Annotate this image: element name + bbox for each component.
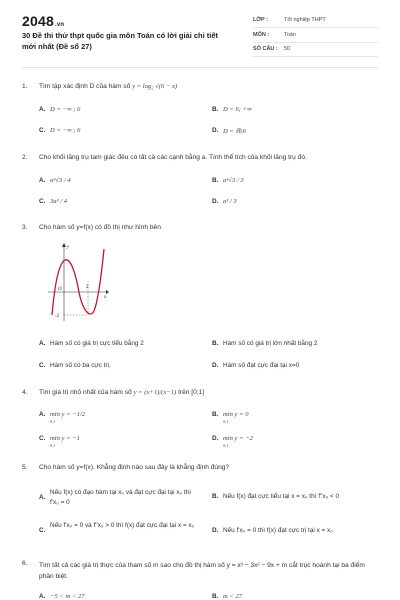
tick-label-2: 2 xyxy=(86,285,89,290)
y-axis-arrow xyxy=(62,243,66,247)
option-letter: A. xyxy=(39,106,46,113)
option-letter: A. xyxy=(39,340,46,347)
question-formula: y = (x+1)/(x−1) xyxy=(133,389,177,396)
meta-count-label: SỐ CÂU : xyxy=(253,46,278,52)
document-title: 30 Đề thi thử thpt quốc gia môn Toán có lời giải chi tiết mới nhất (Đề số 27) xyxy=(22,31,219,51)
logo-suffix: .vn xyxy=(54,22,65,28)
meta-class-label: LỚP : xyxy=(253,17,268,23)
option-text: min y = −2 xyxy=(223,435,253,442)
option-text: D = 6; +∞ xyxy=(223,106,252,113)
option-text: Hàm số có giá trị lớn nhất bằng 2 xyxy=(223,340,318,347)
question-text: Cho khối lăng trụ tam giác đều có tất cả các cạnh bằng a. Tính thể tích của khối lăng trụ đó. xyxy=(39,154,307,161)
option-letter: D. xyxy=(212,527,219,534)
option-letter: C. xyxy=(39,127,46,134)
question-formula: y = log₂ √(6 − x) xyxy=(132,83,178,90)
option-text: a³√3 / 3 xyxy=(223,177,244,184)
option-letter: D. xyxy=(212,127,219,134)
option-letter: C. xyxy=(39,527,46,534)
option-text: Hàm số có ba cực trị. xyxy=(50,362,111,369)
option-text: Nếu f'x₀ = 0 và f''x₀ > 0 thì f(x) đạt cực đại tại x = x₀ xyxy=(50,522,195,529)
option-text: Nếu f(x) có đạo hàm tại x₀ và đạt cực đại tại x₀ thì f'x₀ = 0 xyxy=(50,489,192,506)
x-axis-label: x xyxy=(104,295,107,300)
option-text: Nếu f'x₀ = 0 thì f(x) đạt cực trị tại x = x₀ xyxy=(223,527,333,534)
option-subscript: 0;1 xyxy=(223,419,229,424)
tick-label-neg2: -2 xyxy=(55,314,60,319)
question-text xyxy=(39,389,204,396)
meta-subject-label: MÔN : xyxy=(253,32,270,38)
option-letter: B. xyxy=(212,106,219,113)
question-stem: Tìm tập xác định D của hàm số xyxy=(39,83,131,90)
option-letter: B. xyxy=(212,177,219,184)
option-letter: C. xyxy=(39,198,46,205)
page-header xyxy=(0,0,400,66)
function-curve xyxy=(52,249,104,315)
option-text: min y = 0 xyxy=(223,411,249,418)
option-letter: B. xyxy=(212,493,219,500)
option-text: D = ℝ\6 xyxy=(223,128,246,135)
logo-text: 2048 xyxy=(22,13,54,29)
option-text: a³ / 3 xyxy=(223,198,237,205)
question-interval: trên [0;1] xyxy=(178,389,205,396)
option-letter: A. xyxy=(39,177,46,184)
site-logo[interactable] xyxy=(22,13,64,29)
option-text: 3a³ / 4 xyxy=(50,198,67,205)
meta-class xyxy=(253,15,378,28)
option-letter: A. xyxy=(39,411,46,418)
question-number: 4. xyxy=(22,389,28,396)
question-text: Tìm tất cả các giá trị thực của tham số m sao cho đồ thị hàm số y = x³ − 3x² − 9x + m cắt trục hoành tại ba điểm phân biệt. xyxy=(39,562,365,580)
option-letter: A. xyxy=(39,494,46,501)
option-text: min y = −1 xyxy=(50,435,80,442)
option-letter: B. xyxy=(212,411,219,418)
option-text: D = −∞ ; 6 xyxy=(50,127,81,134)
question-text: Cho hàm số y=f(x) có đồ thị như hình bên xyxy=(39,224,161,231)
option-subscript: 0;1 xyxy=(223,443,229,448)
question-stem: Tìm giá trị nhỏ nhất của hàm số xyxy=(39,389,132,396)
option-text: m < 27 xyxy=(223,593,243,600)
option-text: D = −∞ ; 6 xyxy=(50,106,81,113)
option-letter: D. xyxy=(212,435,219,442)
option-letter: C. xyxy=(39,435,46,442)
meta-subject xyxy=(253,30,378,43)
option-letter: A. xyxy=(39,593,46,600)
option-letter: B. xyxy=(212,593,219,600)
question-number: 3. xyxy=(22,224,28,231)
header-divider xyxy=(22,67,378,68)
option-letter: D. xyxy=(212,198,219,205)
option-text: Hàm số có giá trị cực tiểu bằng 2 xyxy=(50,340,144,347)
origin-label: O xyxy=(58,287,62,292)
meta-class-value: Tốt nghiệp THPT xyxy=(284,17,326,23)
question-number: 6. xyxy=(22,560,28,567)
meta-question-count xyxy=(253,44,378,57)
option-text: Nếu f(x) đạt cực tiểu tại x = x₀ thì f''x₀ < 0 xyxy=(223,493,340,500)
meta-count-value: 50 xyxy=(284,46,291,52)
meta-subject-value: Toán xyxy=(284,32,296,38)
y-axis-label: y xyxy=(67,245,70,250)
question-number: 1. xyxy=(22,83,28,90)
question-number: 5. xyxy=(22,464,28,471)
question-text: Cho hàm số y=f(x). Khẳng định nào sau đây là khẳng định đúng? xyxy=(39,464,230,471)
x-axis-arrow xyxy=(106,290,109,294)
question-text xyxy=(39,83,177,90)
option-text: min y = −1/2 xyxy=(50,411,86,418)
option-letter: D. xyxy=(212,362,219,369)
option-subscript: 0;1 xyxy=(50,419,56,424)
option-letter: C. xyxy=(39,362,46,369)
option-letter: B. xyxy=(212,340,219,347)
question-number: 2. xyxy=(22,154,28,161)
option-text: Hàm số đạt cực đại tại x=0 xyxy=(223,362,300,369)
option-text: a³√3 / 4 xyxy=(50,177,71,184)
option-text: −5 < m < 27 xyxy=(50,593,85,600)
option-subscript: 0;1 xyxy=(50,443,56,448)
function-graph xyxy=(46,241,110,323)
